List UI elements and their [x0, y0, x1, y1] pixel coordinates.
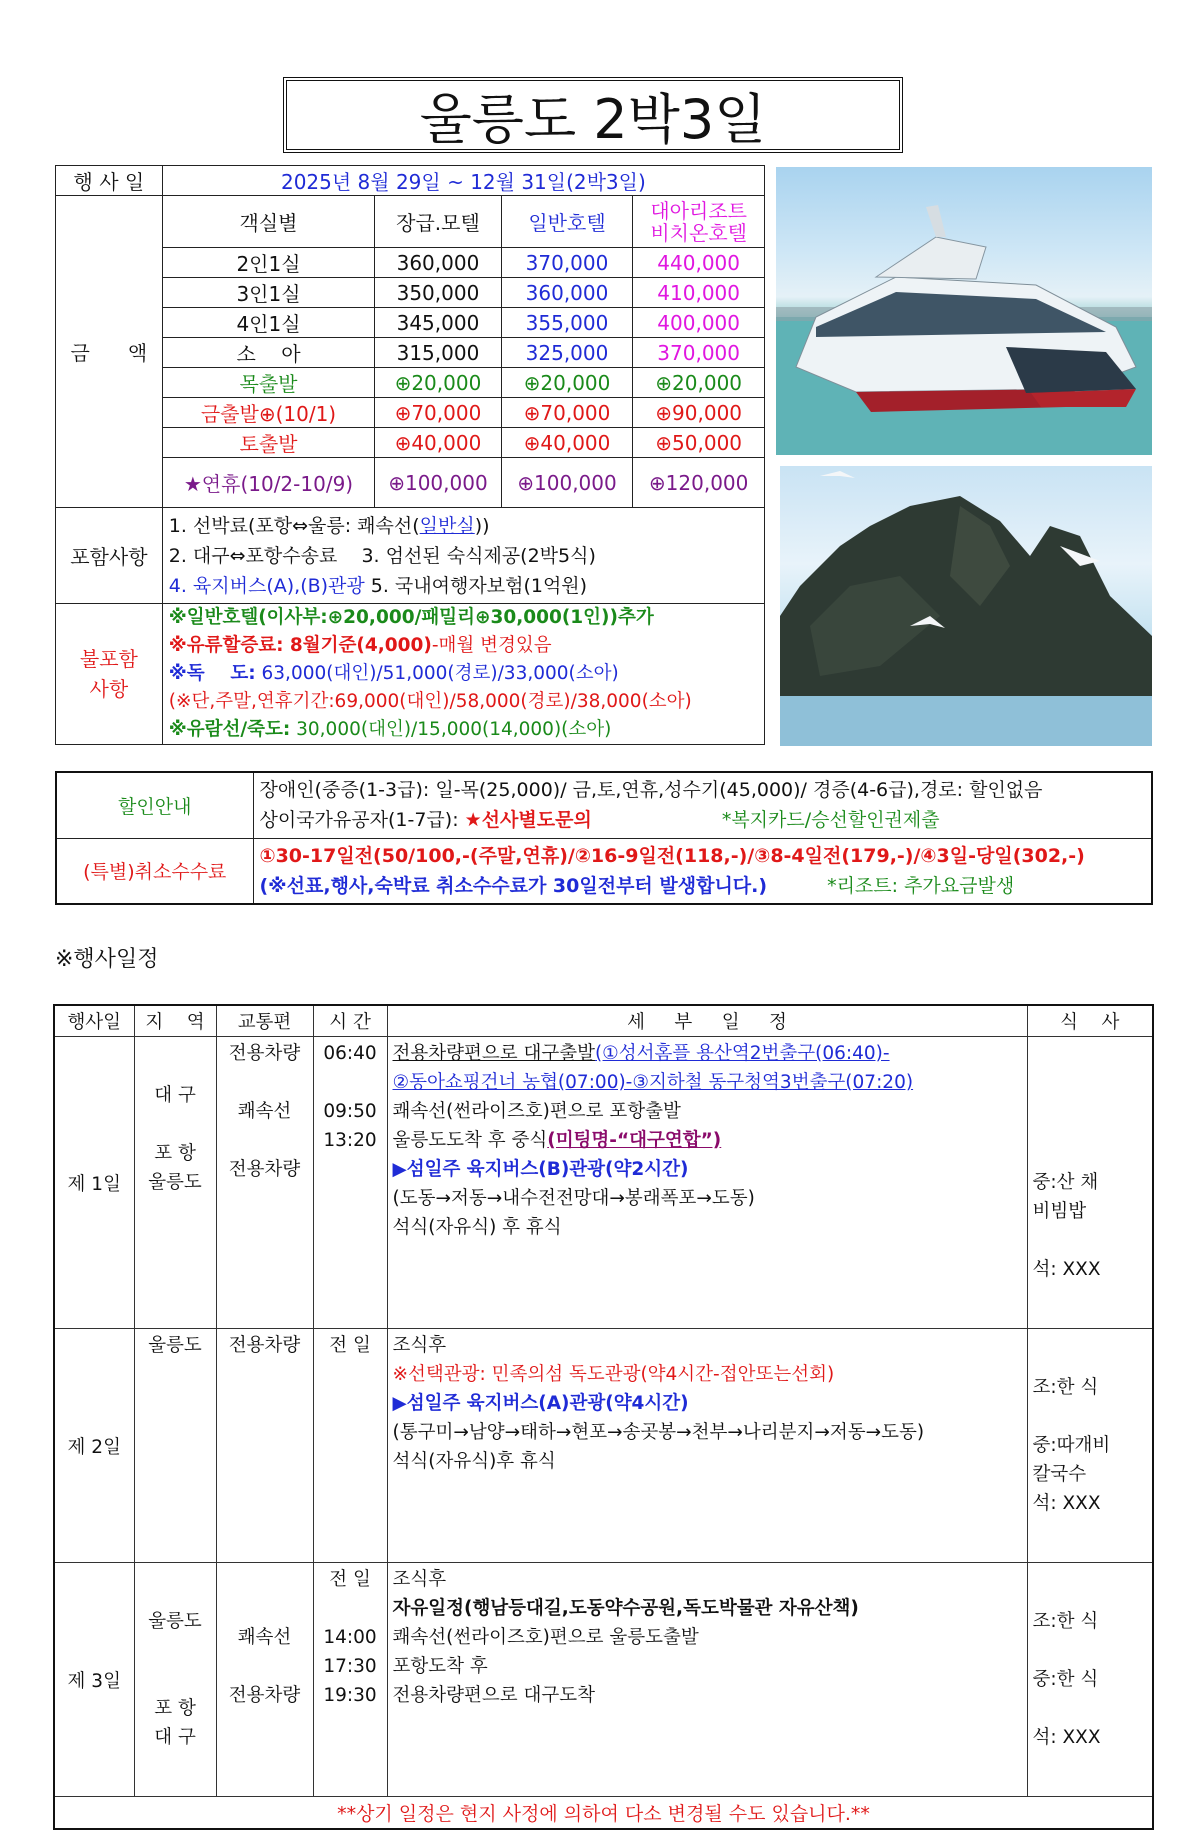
day-time: 전 일 14:00 17:30 19:30 — [313, 1563, 387, 1797]
surcharge-row: 토출발 ⊕40,000 ⊕40,000 ⊕50,000 — [56, 428, 765, 458]
price-header-hotel: 일반호텔 — [501, 196, 633, 248]
day-time: 전 일 — [313, 1329, 387, 1563]
excluded-label: 불포함 사항 — [56, 604, 163, 745]
excluded-content: ※일반호텔(이사부:⊕20,000/패밀리⊕30,000(1인))추가 ※유류할증료: 8월기준(4,000)-매월 변경있음 ※독 도: 63,000(대인)/51,000(경로)/33,000(소아) (※단,주말,연휴기간:69,000(대인)/58,000(경로)/38,000(소아) ※유람선/죽도: 30,000(대인)/15,000(14,000)(소아) — [162, 604, 764, 745]
surcharge-row: 금출발⊕(10/1) ⊕70,000 ⊕70,000 ⊕90,000 — [56, 398, 765, 428]
discount-content: 장애인(중증(1-3급): 일-목(25,000)/ 금,토,연휴,성수기(45,000)/ 경증(4-6급),경로: 할인없음 상이국가유공자(1-7급): ★선사별도문의 *복지카드/승선할인권제출 — [253, 772, 1152, 838]
surcharge-row: 목출발 ⊕20,000 ⊕20,000 ⊕20,000 — [56, 368, 765, 398]
schedule-notice: **상기 일정은 현지 사정에 의하여 다소 변경될 수도 있습니다.** — [54, 1797, 1153, 1830]
title-text: 울릉도 2박3일 — [419, 87, 767, 151]
day-meal: 조:한 식 중:한 식 석: XXX — [1027, 1563, 1153, 1797]
day-detail: 조식후 ※선택관광: 민족의섬 독도관광(약4시간-접안또는선회) ▶섬일주 육지버스(A)관광(약4시간) (통구미→남양→태하→현포→송곳봉→천부→나리분지→저동→도동) 석식(자유식)후 휴식 — [387, 1329, 1027, 1563]
schedule-header-row: 행사일 지 역 교통편 시 간 세 부 일 정 식 사 — [54, 1005, 1153, 1037]
event-date-value: 2025년 8월 29일 ~ 12월 31일(2박3일) — [162, 166, 764, 196]
island-photo — [780, 466, 1152, 746]
price-row: 소 아 315,000 325,000 370,000 — [56, 338, 765, 368]
day-region: 울릉도 포 항 대 구 — [134, 1563, 216, 1797]
price-table — [55, 165, 765, 745]
ferry-photo — [776, 167, 1152, 455]
price-header-room: 객실별 — [162, 196, 374, 248]
included-content: 1. 선박료(포항⇔울릉: 쾌속선(일반실)) 2. 대구⇔포항수송료 3. 엄선된 숙식제공(2박5식) 4. 육지버스(A),(B)관광 5. 국내여행자보험(1억원) — [162, 508, 764, 604]
day-detail: 조식후 자유일정(행남등대길,도동약수공원,독도박물관 자유산책) 쾌속선(썬라이즈호)편으로 울릉도출발 포항도착 후 전용차량편으로 대구도착 — [387, 1563, 1027, 1797]
day-meal: 조:한 식 중:따개비 칼국수 석: XXX — [1027, 1329, 1153, 1563]
schedule-table — [53, 1004, 1154, 1830]
day-meal: 중:산 채 비빔밥 석: XXX — [1027, 1037, 1153, 1329]
day-transport: 전용차량 — [216, 1329, 313, 1563]
price-header-resort: 대아리조트 비치온호텔 — [633, 196, 765, 248]
day-label: 제 2일 — [54, 1329, 134, 1563]
ferry-illustration — [776, 167, 1152, 455]
schedule-day-2 — [54, 1329, 1153, 1563]
schedule-day-3 — [54, 1563, 1153, 1797]
schedule-day-1 — [54, 1037, 1153, 1329]
price-row: 4인1실 345,000 355,000 400,000 — [56, 308, 765, 338]
day-region: 대 구 포 항 울릉도 — [134, 1037, 216, 1329]
day-transport: 쾌속선 전용차량 — [216, 1563, 313, 1797]
day-region: 울릉도 — [134, 1329, 216, 1563]
event-date-label: 행 사 일 — [56, 166, 163, 196]
schedule-heading: ※행사일정 — [55, 947, 159, 972]
discount-table — [55, 771, 1153, 905]
page-title — [283, 77, 903, 153]
surcharge-row: ★연휴(10/2-10/9) ⊕100,000 ⊕100,000 ⊕120,000 — [56, 458, 765, 508]
day-detail: 전용차량편으로 대구출발(①성서홈플 용산역2번출구(06:40)- ②동아쇼핑건너 농협(07:00)-③지하철 동구청역3번출구(07:20) 쾌속선(썬라이즈호)편으로 포항출발 울릉도도착 후 중식(미팅명-“대구연합”) ▶섬일주 육지버스(B)관광(약2시간) (도동→저동→내수전전망대→봉래폭포→도동) 석식(자유식) 후 휴식 — [387, 1037, 1027, 1329]
day-time: 06:40 09:50 13:20 — [313, 1037, 387, 1329]
included-label: 포함사항 — [56, 508, 163, 604]
price-row: 2인1실 360,000 370,000 440,000 — [56, 248, 765, 278]
island-illustration — [780, 466, 1152, 746]
day-transport: 전용차량 쾌속선 전용차량 — [216, 1037, 313, 1329]
day-label: 제 1일 — [54, 1037, 134, 1329]
price-label: 금 액 — [56, 196, 163, 508]
price-row: 3인1실 350,000 360,000 410,000 — [56, 278, 765, 308]
cancel-label: (특별)취소수수료 — [56, 838, 253, 904]
cancel-content: ①30-17일전(50/100,-(주말,연휴)/②16-9일전(118,-)/③8-4일전(179,-)/④3일-당일(302,-) (※선표,행사,숙박료 취소수수료가 30일전부터 발생합니다.) *리조트: 추가요금발생 — [253, 838, 1152, 904]
day-label: 제 3일 — [54, 1563, 134, 1797]
price-header-motel: 장급.모텔 — [375, 196, 501, 248]
discount-label: 할인안내 — [56, 772, 253, 838]
